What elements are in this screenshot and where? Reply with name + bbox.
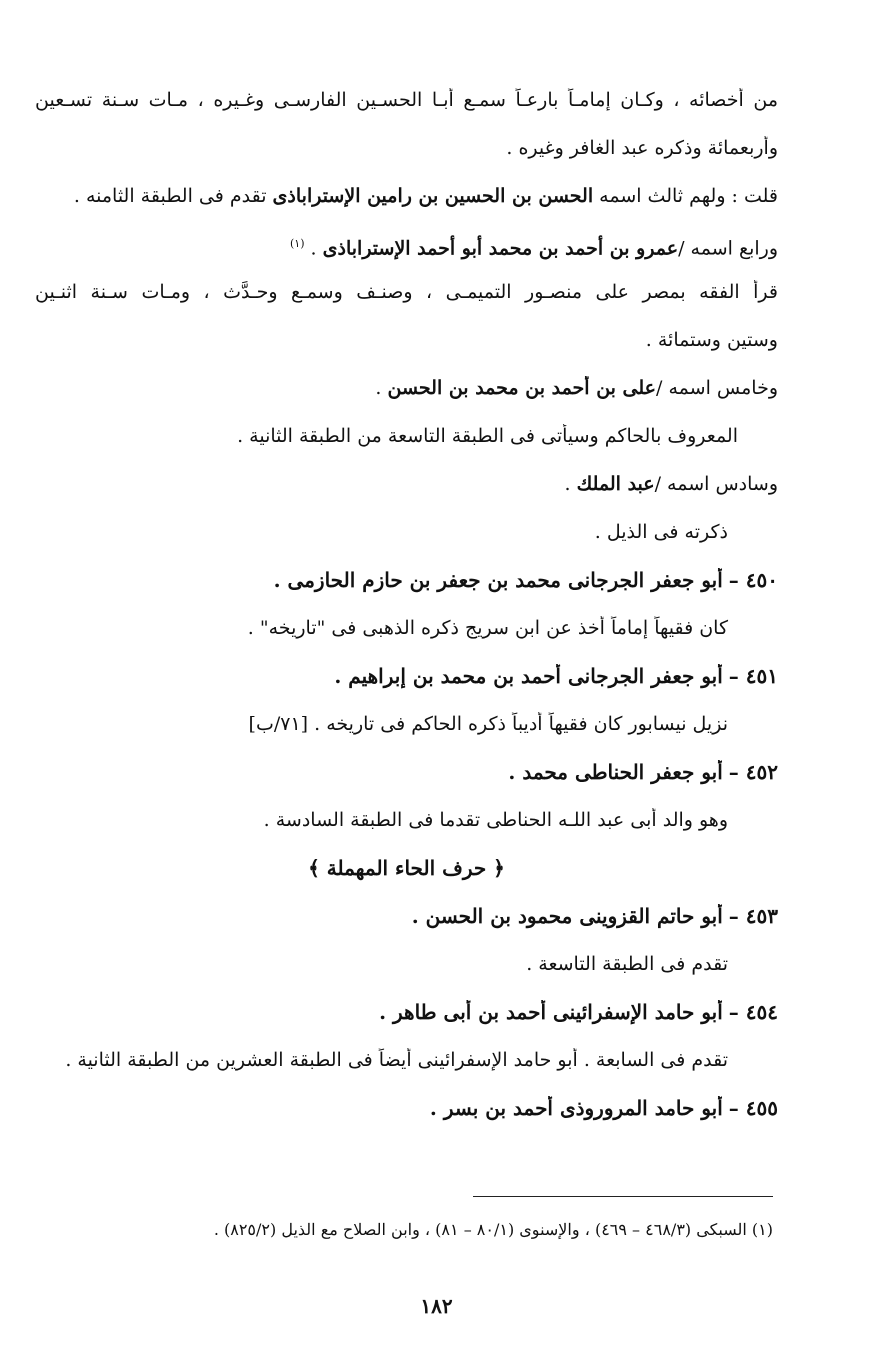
text-line: وستين وستمائة . — [645, 329, 778, 351]
entry-text: تقدم فى الطبقة التاسعة . — [526, 953, 728, 975]
footnote: (١) السبكى (٤٦٨/٣ – ٤٦٩) ، والإسنوى (٨٠/١ – ٨١) ، وابن الصلاح مع الذيل (٨٢٥/٢) . — [213, 1220, 773, 1239]
text-segment: . — [310, 237, 323, 260]
text-line: من أخصائه ، وكـان إمامـاً بارعـاً سمـع أبـا الحسـين الفارسـى وغـيره ، مـات سـنة تسـعين — [35, 89, 778, 111]
text-line: المعروف بالحاكم وسيأتى فى الطبقة التاسعة من الطبقة الثانية . — [237, 425, 738, 447]
entry-number: ٤٥٢ – — [728, 760, 778, 784]
person-name: على بن أحمد بن محمد بن الحسن — [387, 377, 657, 399]
text-segment: وسادس اسمه / — [654, 473, 778, 495]
entry-450 — [35, 568, 778, 616]
entry-text: كان فقيهاً إماماً أخذ عن ابن سريج ذكره الذهبى فى "تاريخه" . — [247, 617, 728, 639]
entry-title: أبو جعفر الحناطى محمد . — [508, 760, 723, 784]
entry-number: ٤٥٣ – — [728, 904, 778, 928]
entry-454 — [35, 1000, 778, 1048]
text-segment: قلت : ولهم ثالث اسمه — [593, 185, 778, 207]
third-name-line — [35, 184, 778, 232]
entry-453 — [35, 904, 778, 952]
text-segment: وخامس اسمه / — [656, 377, 778, 399]
person-name: الحسن بن الحسين بن رامين الإستراباذى — [272, 185, 594, 207]
entry-number: ٤٥١ – — [728, 664, 778, 688]
entry-number: ٤٥٤ – — [728, 1000, 778, 1024]
person-name: عبد الملك — [576, 473, 655, 495]
text-segment: . — [375, 377, 388, 399]
page-number: ١٨٢ — [420, 1294, 453, 1318]
sixth-name-line — [35, 472, 778, 520]
entry-text: وهو والد أبى عبد اللـه الحناطى تقدما فى الطبقة السادسة . — [263, 809, 728, 831]
text-line: ذكرته فى الذيل . — [594, 521, 728, 543]
entry-451 — [35, 664, 778, 712]
entry-text: نزيل نيسابور كان فقيهاً أديباً ذكره الحاكم فى تاريخه . [٧١/ب] — [248, 713, 728, 735]
entry-455 — [35, 1096, 778, 1144]
footnote-reference: (١) — [289, 237, 305, 250]
entry-number: ٤٥٠ – — [728, 568, 778, 592]
text-segment: ورابع اسمه / — [678, 237, 778, 260]
text-segment: تقدم فى الطبقة الثامنه . — [73, 185, 273, 207]
section-heading: ﴿ حرف الحاء المهملة ﴾ — [308, 856, 505, 880]
entry-452 — [35, 760, 778, 808]
person-name: عمرو بن أحمد بن محمد أبو أحمد الإستراباذى — [322, 237, 679, 260]
entry-title: أبو حامد الإسفرائينى أحمد بن أبى طاهر . — [379, 1000, 723, 1024]
footnote-separator — [473, 1196, 773, 1197]
text-segment: . — [564, 473, 577, 495]
text-line: وأربعمائة وذكره عبد الغافر وغيره . — [506, 137, 778, 159]
text-line: قرأ الفقه بمصر على منصـور التميمـى ، وصنـف وسمـع وحـدَّث ، ومـات سـنة اثنـين — [35, 281, 778, 303]
entry-title: أبو حامد المروروذى أحمد بن بسر . — [429, 1096, 723, 1120]
fourth-name-line — [35, 232, 778, 280]
entry-title: أبو جعفر الجرجانى محمد بن جعفر بن حازم الحازمى . — [273, 568, 723, 592]
entry-title: أبو جعفر الجرجانى أحمد بن محمد بن إبراهيم . — [334, 664, 723, 688]
entry-title: أبو حاتم القزوينى محمود بن الحسن . — [411, 904, 723, 928]
entry-number: ٤٥٥ – — [728, 1096, 778, 1120]
entry-text: تقدم فى السابعة . أبو حامد الإسفرائينى أيضاً فى الطبقة العشرين من الطبقة الثانية . — [65, 1049, 728, 1071]
fifth-name-line — [35, 376, 778, 424]
